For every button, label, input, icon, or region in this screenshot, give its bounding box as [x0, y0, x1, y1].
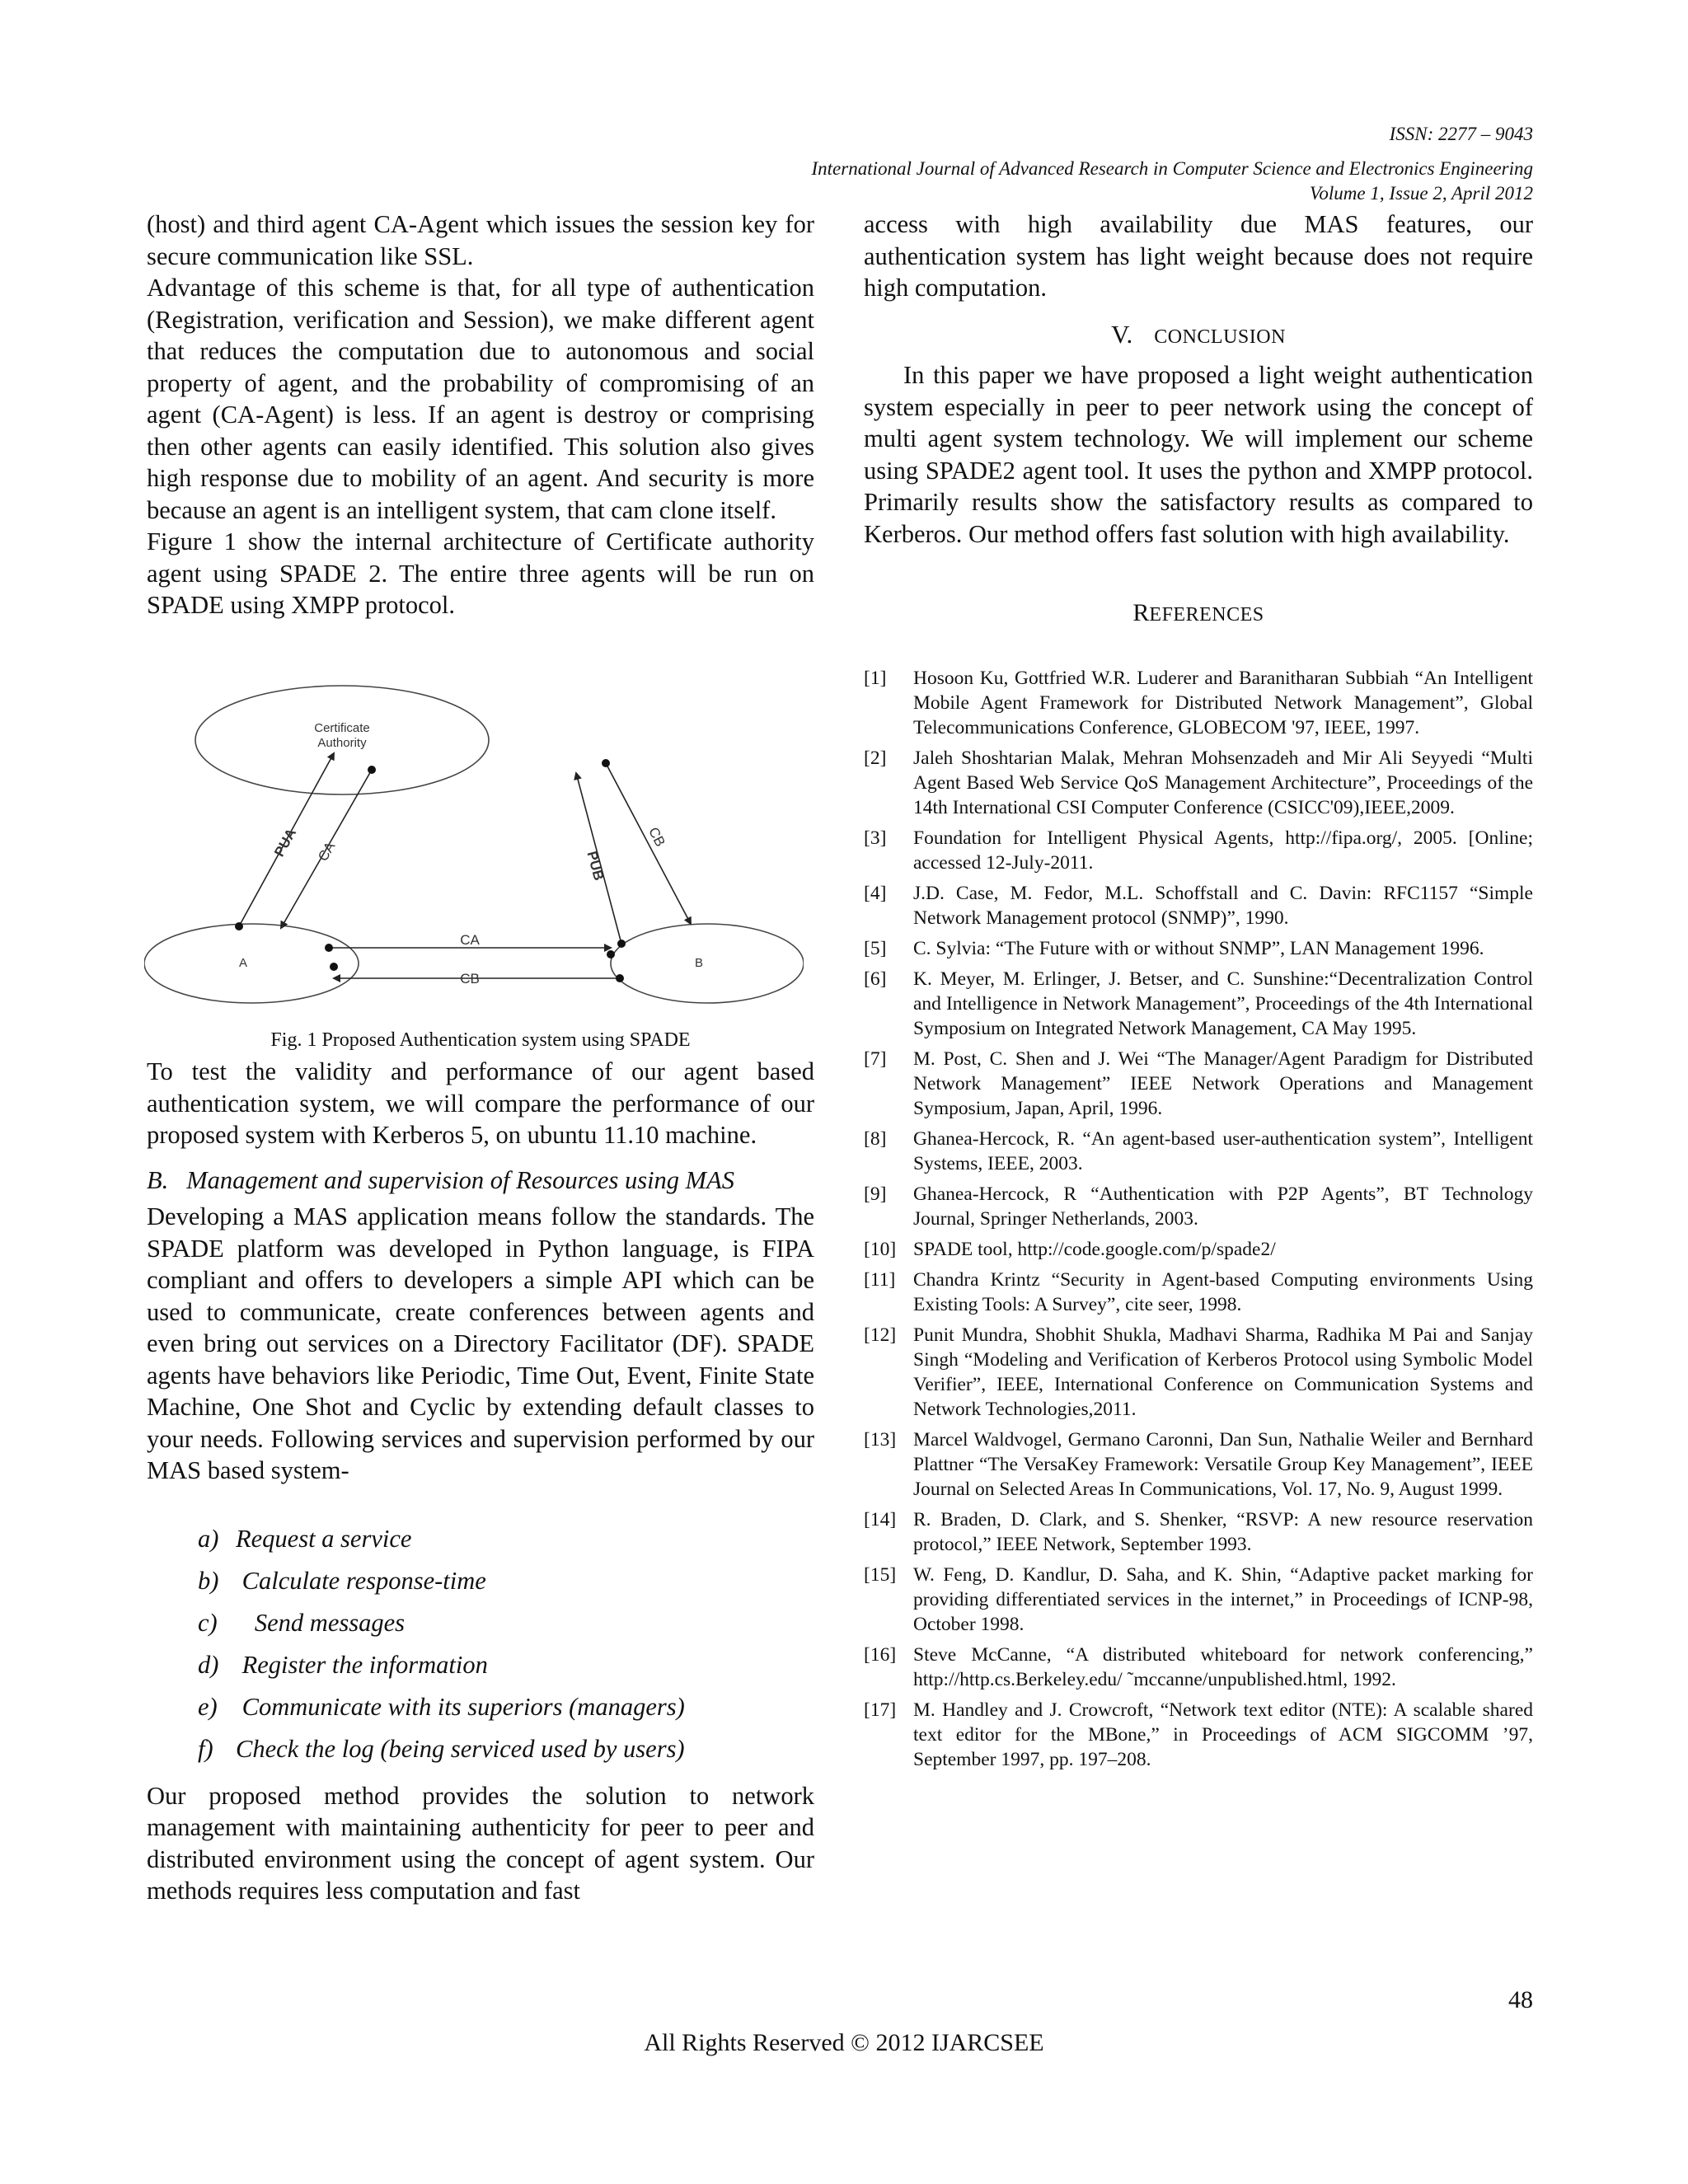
node-a-label: A	[238, 956, 248, 970]
agent-a-node	[144, 924, 359, 1003]
edge-ca-left-label: CA	[315, 839, 339, 865]
ca-label-line2: Authority	[317, 736, 367, 750]
left-paragraph-5: Developing a MAS application means follow the standards. The SPADE platform was developed in Python language, is FIPA compliant and offers to developers a simple API which can be used to communicate, create conferences between agents and even bring out services on a Directory Facilitator (DF). SPADE agents have behaviors like Periodic, Time Out, Event, Finite State Machine, One Shot and Cyclic by extending default classes to your needs. Following services and supervision performed by our MAS based system-	[147, 1202, 814, 1484]
edge-pub-label: PUB	[584, 849, 607, 883]
left-paragraph-1: (host) and third agent CA-Agent which issues the session key for secure communication like SSL.	[147, 210, 814, 270]
reference-item: [17] M. Handley and J. Crowcroft, “Network text editor (NTE): A scalable shared text editor for the MBone,” in Proceedings of ACM SIGCOMM ’97, September 1997, pp. 197–208.	[864, 1699, 1533, 1770]
reference-item: [2] Jaleh Shoshtarian Malak, Mehran Mohsenzadeh and Mir Ali Seyyedi “Multi Agent Based Web Service QoS Management Architecture”, Proceedings of the 14th International CSI Computer Conference (CSICC'09),IEEE,2009.	[864, 747, 1533, 818]
reference-item: [16] Steve McCanne, “A distributed whiteboard for network conferencing,” http://http.cs.Berkeley.edu/ ˜mccanne/unpublished.html, 1992.	[864, 1643, 1533, 1690]
edge-cb-right-label: CB	[645, 824, 668, 850]
page-number: 48	[1508, 1986, 1533, 2013]
connector-dot	[235, 922, 243, 930]
node-b-label: B	[694, 956, 704, 970]
reference-item: [13] Marcel Waldvogel, Germano Caronni, Dan Sun, Nathalie Weiler and Bernhard Plattner “The VersaKey Framework: Versatile Group Key Management”, IEEE Journal on Selected Areas In Communications, Vol. 17, No. 9, August 1999.	[864, 1428, 1533, 1500]
right-paragraph-2: In this paper we have proposed a light weight authentication system especially in peer to peer network using the concept of multi agent system technology. We will implement our scheme using SPADE2 agent tool. It uses the python and XMPP protocol. Primarily results show the satisfactory results as compared to Kerberos. Our method offers fast solution with high availability.	[864, 361, 1533, 548]
subsection-title: Management and supervision of Resources using MAS	[186, 1165, 734, 1194]
issn: ISSN: 2277 – 9043	[1389, 124, 1533, 144]
connector-dot	[602, 759, 610, 767]
list-item: f) Check the log (being serviced used by users)	[198, 1734, 685, 1763]
figure-caption: Fig. 1 Proposed Authentication system using SPADE	[270, 1029, 691, 1051]
reference-item: [14] R. Braden, D. Clark, and S. Shenker, “RSVP: A new resource reservation protocol,” IEEE Network, September 1993.	[864, 1508, 1533, 1555]
left-paragraph-6: Our proposed method provides the solution to network management with maintaining authenticity for peer to peer and distributed environment using the concept of agent system. Our methods requires less computation and fast	[147, 1781, 814, 1905]
connector-dot	[330, 963, 338, 971]
conclusion-number: V.	[1111, 319, 1133, 349]
connector-dot	[617, 940, 626, 948]
connector-dot	[607, 950, 615, 958]
left-paragraph-2: Advantage of this scheme is that, for all type of authentication (Registration, verification and Session), we make different agent that reduces the computation due to autonomous and social property of agent, and the probability of compromising of an agent (CA-Agent) is less. If an agent is destroy or comprising then other agents can easily identified. This solution also gives high response due to mobility of an agent. And security is more because an agent is an intelligent system, that cam clone itself.	[147, 274, 814, 524]
reference-item: [1] Hosoon Ku, Gottfried W.R. Luderer and Baranitharan Subbiah “An Intelligent Mobile Agent Framework for Distributed Network Management”, Global Telecommunications Conference, GLOBECOM '97, IEEE, 1997.	[864, 667, 1533, 738]
reference-item: [9] Ghanea-Hercock, R “Authentication with P2P Agents”, BT Technology Journal, Springer Netherlands, 2003.	[864, 1183, 1533, 1230]
left-paragraph-4: To test the validity and performance of our agent based authentication system, we will compare the performance of our proposed system with Kerberos 5, on ubuntu 11.10 machine.	[147, 1057, 814, 1149]
reference-item: [5] C. Sylvia: “The Future with or without SNMP”, LAN Management 1996.	[864, 937, 1484, 959]
connector-dot	[616, 974, 624, 982]
right-column	[864, 209, 1533, 1778]
references-list	[864, 666, 1533, 1772]
agent-b-node	[611, 924, 804, 1003]
reference-item: [12] Punit Mundra, Shobhit Shukla, Madhavi Sharma, Radhika M Pai and Sanjay Singh “Modeling and Verification of Kerberos Protocol using Symbolic Model Verifier”, IEEE, International Conference on Communication Systems and Network Technologies,2011.	[864, 1324, 1533, 1420]
list-item: d) Register the information	[198, 1650, 488, 1679]
subsection-heading	[147, 1165, 814, 1197]
ca-label-line1: Certificate	[314, 721, 370, 735]
reference-item: [4] J.D. Case, M. Fedor, M.L. Schoffstall and C. Davin: RFC1157 “Simple Network Management protocol (SNMP)”, 1990.	[864, 882, 1533, 929]
list-item: b) Calculate response-time	[198, 1566, 486, 1595]
edge-ca-mid-label: CA	[460, 932, 480, 948]
conclusion-title: CONCLUSION	[1154, 326, 1286, 348]
left-column-top	[147, 209, 814, 621]
reference-item: [7] M. Post, C. Shen and J. Wei “The Manager/Agent Paradigm for Distributed Network Management” IEEE Network Operations and Management Symposium, Japan, April, 1996.	[864, 1047, 1533, 1119]
left-paragraph-3: Figure 1 show the internal architecture of Certificate authority agent using SPADE 2. The entire three agents will be run on SPADE using XMPP protocol.	[147, 527, 814, 619]
list-item: c) Send messages	[198, 1608, 405, 1637]
conclusion-heading	[864, 319, 1533, 354]
edge-pua-label: PUA	[271, 826, 300, 860]
edge-cb-mid-label: CB	[460, 971, 480, 987]
reference-item: [10] SPADE tool, http://code.google.com/p/spade2/	[864, 1238, 1276, 1260]
list-item: e) Communicate with its superiors (managers)	[198, 1692, 685, 1721]
right-paragraph-1: access with high availability due MAS features, our authentication system has light weight because does not require high computation.	[864, 210, 1533, 302]
reference-item: [11] Chandra Krintz “Security in Agent-based Computing environments Using Existing Tools: A Survey”, cite seer, 1998.	[864, 1268, 1533, 1315]
connector-dot	[325, 944, 333, 952]
architecture-diagram	[144, 684, 804, 1014]
services-list	[147, 1518, 814, 1770]
references-heading: REFERENCES	[1132, 599, 1264, 626]
copyright-footer: All Rights Reserved © 2012 IJARCSEE	[644, 2029, 1044, 2056]
reference-item: [6] K. Meyer, M. Erlinger, J. Betser, and C. Sunshine:“Decentralization Control and Intelligence in Network Management”, Proceedings of the 4th International Symposium on Integrated Network Management, CA May 1995.	[864, 968, 1533, 1039]
subsection-label: B.	[147, 1165, 169, 1194]
volume-issue: Volume 1, Issue 2, April 2012	[1309, 183, 1533, 204]
connector-dot	[368, 766, 376, 774]
reference-item: [3] Foundation for Intelligent Physical Agents, http://fipa.org/, 2005. [Online; accessed 12-July-2011.	[864, 827, 1533, 874]
left-column-bottom	[147, 1056, 814, 1907]
reference-item: [8] Ghanea-Hercock, R. “An agent-based user-authentication system”, Intelligent Systems, IEEE, 2003.	[864, 1127, 1533, 1174]
list-item: a) Request a service	[198, 1524, 412, 1553]
reference-item: [15] W. Feng, D. Kandlur, D. Saha, and K. Shin, “Adaptive packet marking for providing differentiated services in the internet,” in Proceedings of ICNP-98, October 1998.	[864, 1563, 1533, 1635]
edge-cb-right	[606, 763, 691, 924]
journal-title: International Journal of Advanced Research in Computer Science and Electronics Engineering	[811, 158, 1533, 179]
